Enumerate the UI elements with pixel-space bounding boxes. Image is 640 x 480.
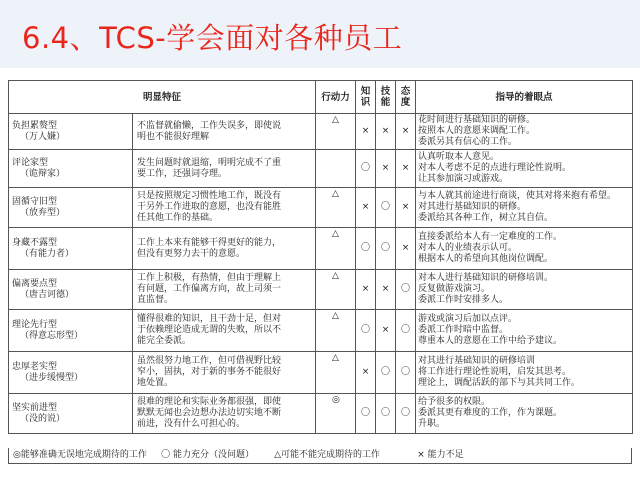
header-action: 行动力 (316, 81, 356, 114)
guide-line: 升职。 (418, 419, 446, 429)
description-line: 有问题，工作偏离方向，故上司须一 (137, 284, 282, 294)
guide-line: 尊重本人的意愿在工作中给予建议。 (418, 336, 563, 346)
feature-description (133, 394, 316, 434)
type-name: 坚实前进型 (12, 402, 58, 413)
type-nickname: （没的说） (20, 413, 66, 424)
description-line: 只是按照规定习惯性地工作，既没有 (137, 191, 282, 201)
skill-mark: 〇 (376, 394, 396, 434)
type-nickname: （唐吉诃德） (20, 289, 75, 300)
table-row (9, 228, 633, 270)
table-row (9, 394, 633, 434)
description-line: 很难的理论和实际业务都很强，即使 (137, 397, 282, 407)
type-cell (9, 114, 133, 150)
guide-line: 委派给其各种工作，树立其自信。 (418, 213, 554, 223)
description-line: 默默无闻也会边想办法边切实地不断 (137, 408, 282, 418)
description-line: 前进，没有什么可担心的。 (137, 419, 246, 429)
description-line: 能完全委派。 (137, 336, 192, 346)
guide-line: 委派其更有难度的工作，作为课题。 (418, 408, 563, 418)
guide-line: 对其进行基础知识的研修培训 (418, 356, 536, 366)
skill-mark: × (376, 310, 396, 352)
knowledge-mark: 〇 (356, 228, 376, 270)
feature-description (133, 150, 316, 188)
legend-circle: 〇 能力充分（没问题） (161, 450, 255, 460)
type-nickname: （有能力者） (20, 248, 75, 259)
header-guide: 指导的着眼点 (416, 81, 633, 114)
guide-line: 花时间进行基础知识的研修。 (418, 115, 536, 125)
feature-description (133, 270, 316, 310)
feature-description (133, 188, 316, 228)
knowledge-mark: × (356, 114, 376, 150)
guide-line: 直接委派给本人有一定难度的工作。 (418, 232, 563, 242)
type-cell (9, 352, 133, 394)
action-mark: △ (316, 310, 356, 352)
attitude-mark: × (396, 228, 416, 270)
header-skill: 技能 (376, 81, 396, 114)
action-mark: △ (316, 114, 356, 150)
guide-points (416, 270, 633, 310)
action-mark (316, 150, 356, 188)
description-line: 工作上积极，有热情，但由于理解上 (137, 273, 282, 283)
guide-line: 让其参加演习或游戏。 (418, 174, 509, 184)
attitude-mark: 〇 (396, 352, 416, 394)
knowledge-mark: × (356, 270, 376, 310)
description-line: 于依赖理论造成无谓的失败，所以不 (137, 325, 282, 335)
type-name: 评论家型 (12, 157, 49, 168)
type-name: 固循守旧型 (12, 196, 58, 207)
type-cell (9, 188, 133, 228)
description-line: 懂得很难的知识，且干劲十足，但对 (137, 314, 282, 324)
employee-type-table (8, 80, 633, 434)
table-row (9, 352, 633, 394)
type-nickname: （诡辩家） (20, 168, 66, 179)
description-line: 要工作，还强词夺理。 (137, 168, 228, 179)
skill-mark: × (376, 150, 396, 188)
attitude-mark: 〇 (396, 270, 416, 310)
guide-line: 给予很多的权限。 (418, 397, 491, 407)
guide-line: 对本人的业绩表示认可。 (418, 243, 518, 253)
feature-description (133, 114, 316, 150)
action-mark: △ (316, 188, 356, 228)
description-line: 不监督就偷懒，工作失误多，即使说 (137, 120, 282, 131)
type-name: 负担累赘型 (12, 120, 58, 131)
description-line: 地处置。 (137, 378, 174, 388)
guide-points (416, 150, 633, 188)
guide-line: 委派工作时暗中监督。 (418, 325, 509, 335)
guide-line: 反复做游戏演习。 (418, 284, 491, 294)
type-nickname: （得意忘形型） (20, 330, 84, 341)
guide-line: 对本人考虑不足的点进行理论性说明。 (418, 163, 572, 173)
guide-line: 委派工作时安排多人。 (418, 295, 509, 305)
header-attitude: 态度 (396, 81, 416, 114)
guide-line: 对本人进行基础知识的研修培训。 (418, 273, 554, 283)
guide-line: 将工作进行理论性说明，启发其思考。 (418, 367, 572, 377)
action-mark: ◎ (316, 394, 356, 434)
type-cell (9, 228, 133, 270)
action-mark: △ (316, 352, 356, 394)
description-line: 窄小，固执，对于新的事务不能很好 (137, 367, 282, 377)
guide-points (416, 394, 633, 434)
attitude-mark: 〇 (396, 310, 416, 352)
description-line: 直监督。 (137, 295, 174, 305)
guide-line: 游戏或演习后加以点评。 (418, 314, 518, 324)
table-header-row (9, 81, 633, 114)
guide-line: 根据本人的希望向其他岗位调配。 (418, 254, 554, 264)
feature-description (133, 352, 316, 394)
guide-points (416, 188, 633, 228)
attitude-mark: × (396, 188, 416, 228)
slide-title: 6.4、TCS-学会面对各种员工 (22, 21, 403, 55)
guide-points (416, 352, 633, 394)
guide-points (416, 310, 633, 352)
description-line: 发生问题时就退缩，明明完成不了重 (137, 157, 282, 168)
attitude-mark: × (396, 114, 416, 150)
description-line: 但没有更努力去干的意愿。 (137, 248, 246, 259)
type-cell (9, 270, 133, 310)
legend-triangle: △可能不能完成期待的工作 (274, 450, 381, 460)
type-name: 忠厚老实型 (12, 361, 58, 372)
guide-line: 按照本人的意愿来调配工作。 (418, 126, 536, 136)
action-mark: △ (316, 228, 356, 270)
table-row (9, 114, 633, 150)
skill-mark: × (376, 270, 396, 310)
type-cell (9, 310, 133, 352)
feature-description (133, 310, 316, 352)
knowledge-mark: × (356, 352, 376, 394)
guide-points (416, 114, 633, 150)
legend-cross: × 能力不足 (417, 450, 464, 460)
type-cell (9, 394, 133, 434)
knowledge-mark: 〇 (356, 310, 376, 352)
action-mark: △ (316, 270, 356, 310)
skill-mark: 〇 (376, 188, 396, 228)
description-line: 明也不能很好理解 (137, 131, 210, 142)
description-line: 虽然很努力地工作，但可借视野比较 (137, 356, 282, 366)
type-name: 偏离要点型 (12, 278, 58, 289)
type-name: 身藏不露型 (12, 237, 58, 248)
table-row (9, 188, 633, 228)
description-line: 干另外工作进取的意愿，也没有能胜 (137, 202, 282, 212)
legend (8, 448, 632, 464)
description-line: 任其他工作的基础。 (137, 213, 219, 223)
legend-double-circle: ◎能够准确无误地完成期待的工作 (13, 450, 147, 460)
knowledge-mark: 〇 (356, 394, 376, 434)
knowledge-mark: 〇 (356, 150, 376, 188)
skill-mark: × (376, 114, 396, 150)
feature-description (133, 228, 316, 270)
skill-mark: 〇 (376, 228, 396, 270)
guide-line: 认真听取本人意见。 (418, 152, 500, 162)
attitude-mark: × (396, 150, 416, 188)
header-features: 明显特征 (9, 81, 316, 114)
guide-points (416, 228, 633, 270)
guide-line: 对其进行基础知识的研修。 (418, 202, 527, 212)
type-nickname: （放弃型） (20, 207, 66, 218)
knowledge-mark: × (356, 188, 376, 228)
type-nickname: （进步缓慢型） (20, 372, 84, 383)
table-row (9, 150, 633, 188)
description-line: 工作上本来有能够干得更好的能力， (137, 237, 282, 248)
attitude-mark: 〇 (396, 394, 416, 434)
type-cell (9, 150, 133, 188)
skill-mark: 〇 (376, 352, 396, 394)
guide-line: 与本人就其前途进行商谈，使其对将来抱有希望。 (418, 191, 617, 201)
type-nickname: （万人嫌） (20, 131, 66, 142)
guide-line: 理论上，调配活跃的部下与其共同工作。 (418, 378, 581, 388)
header-knowledge: 知识 (356, 81, 376, 114)
type-name: 理论先行型 (12, 319, 58, 330)
table-row (9, 310, 633, 352)
guide-line: 委派另其有信心的工作。 (418, 137, 518, 147)
table-row (9, 270, 633, 310)
